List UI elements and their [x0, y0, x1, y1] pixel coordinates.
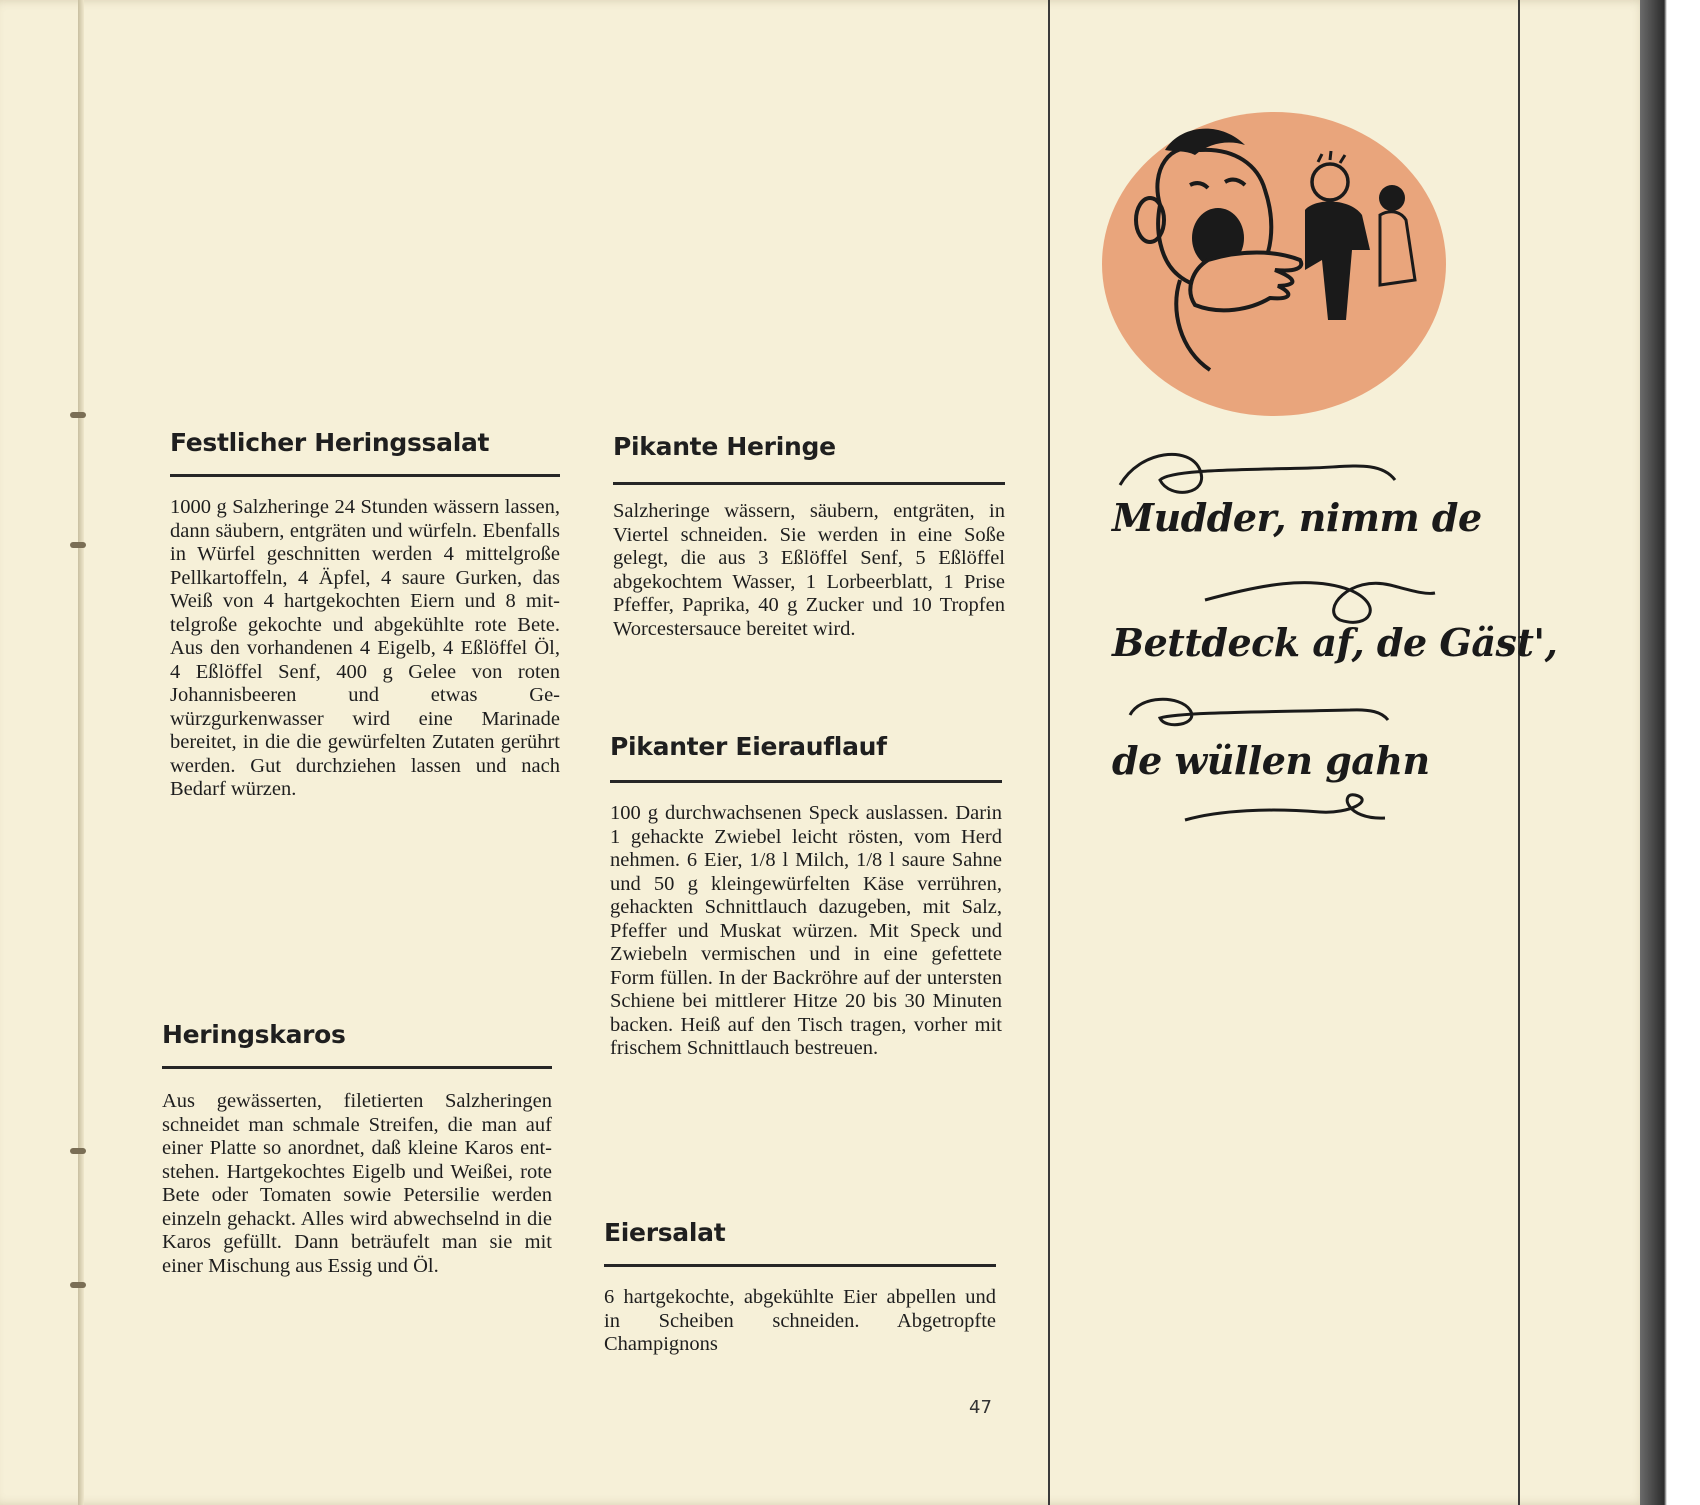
recipe-text-heringskaros: Aus gewässerten, filetierten Salzheringen schneidet man schmale Streifen, die man auf einer Platte so anordnet, daß kleine Karos entstehen. Hartgekochtes Eigelb und Weißei, rote Bete oder Tomaten sowie Petersilie werden einzeln gehackt. Alles wird abwechselnd in die Karos gefüllt. Dann beträufelt man sie mit einer Mischung aus Essig und Öl. [162, 1090, 552, 1277]
page-edge [1640, 0, 1700, 1505]
yawning-man-cartoon-icon [1100, 110, 1448, 418]
binding-stitch [70, 1148, 86, 1154]
recipe-title-heringskaros: Heringskaros [162, 1020, 346, 1049]
verse-line-2: Bettdeck af, de Gäst', [1112, 620, 1558, 665]
column-divider-right [1518, 0, 1520, 1505]
title-rule [162, 1066, 552, 1069]
book-spine [78, 0, 84, 1505]
binding-stitch [70, 1282, 86, 1288]
recipe-title-pikanter-eierauflauf: Pikanter Eierauflauf [610, 732, 887, 761]
verse-line-1: Mudder, nimm de [1112, 495, 1482, 540]
binding-stitch [70, 412, 86, 418]
column-divider-left [1048, 0, 1050, 1505]
verse-line-3: de wüllen gahn [1112, 738, 1430, 783]
binding-stitch [70, 542, 86, 548]
page-number: 47 [969, 1397, 992, 1418]
recipe-text-festlicher-heringssalat: 1000 g Salzheringe 24 Stunden wässern lassen, dann säubern, entgräten und würfeln. Ebenfalls in Würfel geschnitten werden 4 mittelgroße Pellkartoffeln, 4 Äpfel, 4 saure Gurken, das Weiß von 4 hartgekochten Eiern und 8 mittelgroße gekochte und abgekühlte rote Bete. Aus den vorhandenen 4 Eigelb, 4 Eßlöffel Öl, 4 Eßlöffel Senf, 400 g Gelee von roten Johannisbeeren und etwas Gewürzgurkenwasser wird eine Marinade bereitet, in die die gewürfelten Zutaten gerührt werden. Gut durchziehen lassen und nach Bedarf würzen. [170, 496, 560, 800]
recipe-title-pikante-heringe: Pikante Heringe [613, 432, 836, 461]
title-rule [604, 1264, 996, 1267]
title-rule [610, 780, 1002, 783]
recipe-title-festlicher-heringssalat: Festlicher Heringssalat [170, 428, 490, 457]
title-rule [170, 474, 560, 477]
flourish-ornament [1180, 790, 1390, 840]
title-rule [613, 482, 1005, 485]
recipe-text-pikante-heringe: Salzheringe wässern, säubern, entgräten, in Viertel schneiden. Sie werden in eine Soße gelegt, die aus 3 Eßlöffel Senf, 5 Eßlöffel abgekochtem Wasser, 1 Lorbeerblatt, 1 Prise Pfeffer, Paprika, 40 g Zucker und 10 Tropfen Worcestersauce bereitet wird. [613, 500, 1005, 640]
recipe-text-eiersalat: 6 hartgekochte, abgekühlte Eier abpellen und in Scheiben schneiden. Abgetropfte Champignons [604, 1286, 996, 1355]
recipe-title-eiersalat: Eiersalat [604, 1218, 726, 1247]
recipe-text-pikanter-eierauflauf: 100 g durchwachsenen Speck auslassen. Darin 1 gehackte Zwiebel leicht rösten, vom Herd nehmen. 6 Eier, 1/8 l Milch, 1/8 l saure Sahne und 50 g kleingewürfelten Käse verrühren, gehackten Schnittlauch dazugeben, mit Salz, Pfeffer und Muskat würzen. Mit Speck und Zwiebeln vermischen und in eine gefettete Form füllen. In der Backröhre auf der untersten Schiene bei mittlerer Hitze 20 bis 30 Minuten backen. Heiß auf den Tisch tragen, vorher mit frischem Schnittlauch bestreuen. [610, 802, 1002, 1059]
